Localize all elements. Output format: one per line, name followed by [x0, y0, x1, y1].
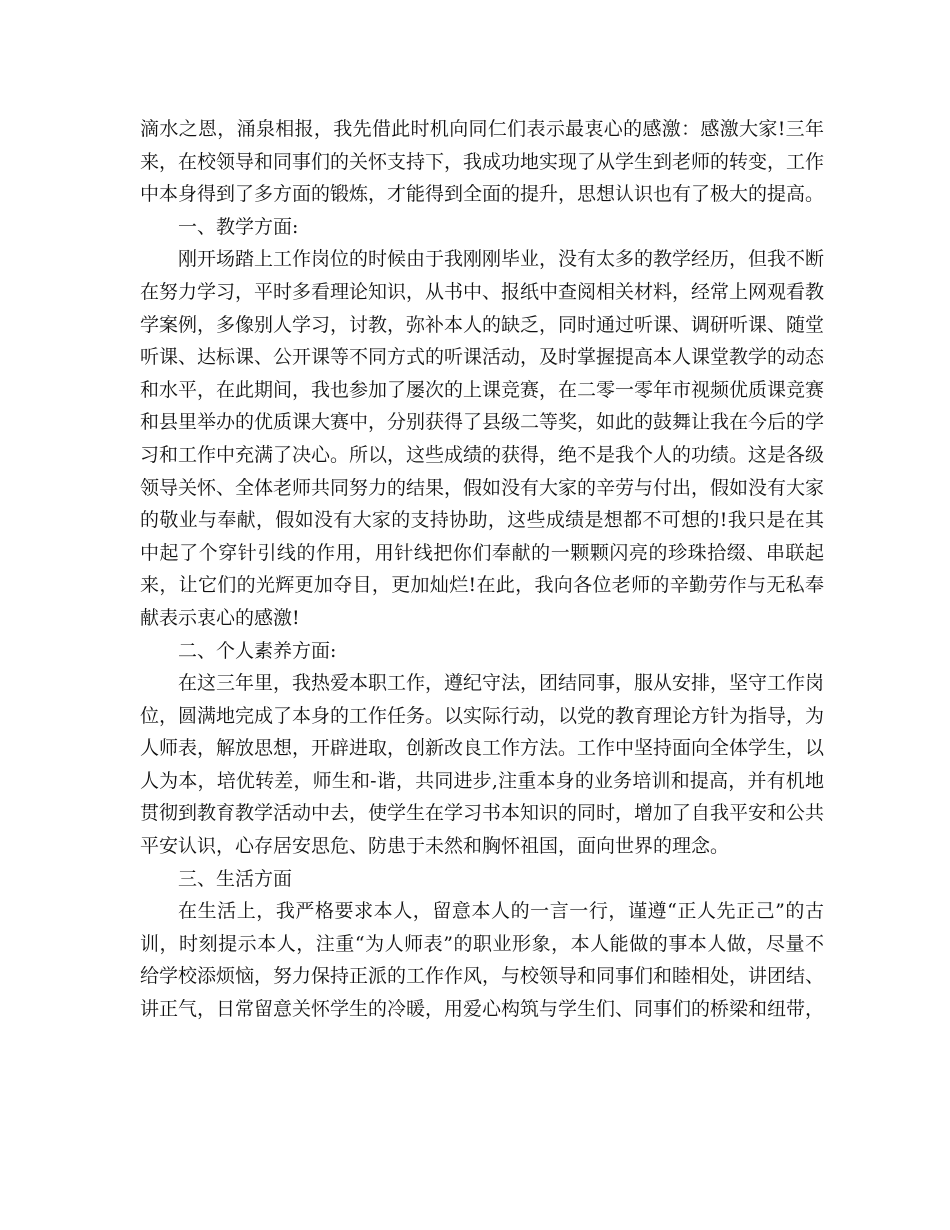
heading-teaching: 一、教学方面:: [178, 215, 299, 238]
heading-personal-quality: 二、个人素养方面:: [178, 639, 337, 662]
paragraph-personal-quality: 在这三年里，我热爱本职工作，遵纪守法，团结同事，服从安排，坚守工作岗位，圆满地完成了本身的工作任务。以实际行动，以党的教育理论方针为指导，为人师表，解放思想，开辟进取，创新改良工作方法。工作中坚持面向全体学生，以人为本，培优转差，师生和-谐，共同进步,注重本身的业务培训和提高，并有机地贯彻到教育教学活动中去，使学生在学习书本知识的同时，增加了自我平安和公共平安认识，心存居安思危、防患于未然和胸怀祖国，面向世界的理念。: [140, 672, 825, 858]
document-page: [140, 113, 824, 1026]
heading-life: 三、生活方面: [178, 867, 293, 890]
paragraph-intro: 滴水之恩，涌泉相报，我先借此时机向同仁们表示最衷心的感激：感激大家!三年来，在校领导和同事们的关怀支持下，我成功地实现了从学生到老师的转变，工作中本身得到了多方面的锻炼，才能得到全面的提升，思想认识也有了极大的提高。: [140, 118, 825, 206]
paragraph-life: 在生活上，我严格要求本人，留意本人的一言一行，谨遵“正人先正己”的古训，时刻提示本人，注重“为人师表”的职业形象，本人能做的事本人做，尽量不给学校添烦恼，努力保持正派的工作作风，与校领导和同事们和睦相处，讲团结、讲正气，日常留意关怀学生的冷暖，用爱心构筑与学生们、同事们的桥梁和纽带，: [140, 900, 825, 1021]
paragraph-teaching: 刚开场踏上工作岗位的时候由于我刚刚毕业，没有太多的教学经历，但我不断在努力学习，平时多看理论知识，从书中、报纸中查阅相关材料，经常上网观看教学案例，多像别人学习，讨教，弥补本人的缺乏，同时通过听课、调研听课、随堂听课、达标课、公开课等不同方式的听课活动，及时掌握提高本人课堂教学的动态和水平，在此期间，我也参加了屡次的上课竞赛，在二零一零年市视频优质课竞赛和县里举办的优质课大赛中，分别获得了县级二等奖，如此的鼓舞让我在今后的学习和工作中充满了决心。所以，这些成绩的获得，绝不是我个人的功绩。这是各级领导关怀、全体老师共同努力的结果，假如没有大家的辛劳与付出，假如没有大家的敬业与奉献，假如没有大家的支持协助，这些成绩是想都不可想的!我只是在其中起了个穿针引线的作用，用针线把你们奉献的一颗颗闪亮的珍珠拾缀、串联起来，让它们的光辉更加夺目，更加灿烂!在此，我向各位老师的辛勤劳作与无私奉献表示衷心的感激!: [140, 248, 825, 629]
